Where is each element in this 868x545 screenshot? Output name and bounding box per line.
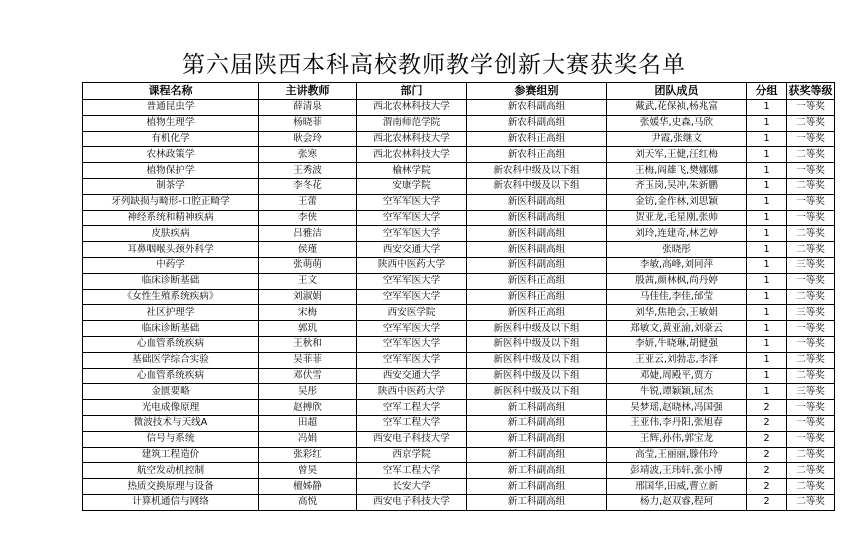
course-name-cell: 有机化学	[83, 131, 259, 147]
lecturer-cell: 张萌萌	[259, 257, 357, 273]
department-cell: 西安电子科技大学	[357, 494, 467, 510]
category-cell: 新医科副高组	[467, 226, 607, 242]
group-cell: 1	[747, 147, 787, 163]
lecturer-cell: 吴彤	[259, 384, 357, 400]
course-name-cell: 光电成像原理	[83, 400, 259, 416]
group-cell: 1	[747, 273, 787, 289]
team-members-cell: 刘玲,连建奇,林艺婷	[607, 226, 747, 242]
group-cell: 1	[747, 100, 787, 116]
award-level-cell: 二等奖	[787, 242, 835, 258]
category-header: 参赛组别	[467, 83, 607, 100]
group-cell: 1	[747, 368, 787, 384]
group-cell: 2	[747, 447, 787, 463]
award-level-cell: 二等奖	[787, 352, 835, 368]
course-name-cell: 热质交换原理与设备	[83, 479, 259, 495]
course-name-cell: 耳鼻咽喉头颈外科学	[83, 242, 259, 258]
group-cell: 2	[747, 415, 787, 431]
course-name-cell: 建筑工程造价	[83, 447, 259, 463]
award-level-cell: 二等奖	[787, 479, 835, 495]
department-cell: 西安医学院	[357, 305, 467, 321]
department-cell: 空军军医大学	[357, 226, 467, 242]
team-members-cell: 贺亚龙,毛星刚,张帅	[607, 210, 747, 226]
team-members-cell: 郑敏文,黄亚渝,刘豪云	[607, 321, 747, 337]
course-name-cell: 农林政策学	[83, 147, 259, 163]
award-level-cell: 二等奖	[787, 447, 835, 463]
table-row	[83, 479, 835, 495]
group-cell: 1	[747, 178, 787, 194]
department-cell: 陕西中医药大学	[357, 257, 467, 273]
category-cell: 新工科副高组	[467, 494, 607, 510]
table-row	[83, 115, 835, 131]
table-row	[83, 415, 835, 431]
table-row	[83, 163, 835, 179]
team-members-cell: 张晓彤	[607, 242, 747, 258]
category-cell: 新医科正高组	[467, 273, 607, 289]
lecturer-cell: 郭玑	[259, 321, 357, 337]
department-cell: 空军军医大学	[357, 352, 467, 368]
department-cell: 空军军医大学	[357, 336, 467, 352]
course-name-cell: 心血管系统疾病	[83, 368, 259, 384]
course-name-cell: 基础医学综合实验	[83, 352, 259, 368]
course-name-cell: 金匮要略	[83, 384, 259, 400]
table-row	[83, 321, 835, 337]
category-cell: 新农科正高组	[467, 131, 607, 147]
group-cell: 1	[747, 305, 787, 321]
lecturer-cell: 曾昊	[259, 463, 357, 479]
group-cell: 1	[747, 163, 787, 179]
award-level-cell: 一等奖	[787, 210, 835, 226]
team-members-cell: 王辉,孙伟,郭宝龙	[607, 431, 747, 447]
team-members-cell: 彭靖波,王玮轩,张小博	[607, 463, 747, 479]
lecturer-cell: 侯瑾	[259, 242, 357, 258]
course-name-cell: 植物生理学	[83, 115, 259, 131]
award-level-cell: 一等奖	[787, 131, 835, 147]
group-cell: 1	[747, 210, 787, 226]
lecturer-cell: 田超	[259, 415, 357, 431]
course-name-cell: 中药学	[83, 257, 259, 273]
table-row	[83, 194, 835, 210]
course-name-cell: 临床诊断基础	[83, 321, 259, 337]
team-members-cell: 张媛华,史森,马欣	[607, 115, 747, 131]
group-header: 分组	[747, 83, 787, 100]
department-cell: 空军军医大学	[357, 210, 467, 226]
award-level-cell: 二等奖	[787, 147, 835, 163]
lecturer-cell: 耿会玲	[259, 131, 357, 147]
lecturer-header: 主讲教师	[259, 83, 357, 100]
group-cell: 1	[747, 257, 787, 273]
course-name-cell: 计算机通信与网络	[83, 494, 259, 510]
lecturer-cell: 薛清泉	[259, 100, 357, 116]
group-cell: 1	[747, 384, 787, 400]
course-name-cell: 临床诊断基础	[83, 273, 259, 289]
table-row	[83, 242, 835, 258]
award-level-cell: 一等奖	[787, 336, 835, 352]
category-cell: 新医科中级及以下组	[467, 368, 607, 384]
group-cell: 2	[747, 494, 787, 510]
team-members-cell: 殷茜,颜林枫,尚丹婷	[607, 273, 747, 289]
award-level-cell: 一等奖	[787, 194, 835, 210]
group-cell: 1	[747, 336, 787, 352]
team-members-cell: 牛锐,谭颖颖,屈杰	[607, 384, 747, 400]
group-cell: 1	[747, 131, 787, 147]
category-cell: 新医科正高组	[467, 289, 607, 305]
course-name-cell: 微波技术与天线A	[83, 415, 259, 431]
group-cell: 1	[747, 352, 787, 368]
category-cell: 新农科中级及以下组	[467, 163, 607, 179]
department-cell: 西安交通大学	[357, 242, 467, 258]
category-cell: 新医科副高组	[467, 242, 607, 258]
lecturer-cell: 张彩红	[259, 447, 357, 463]
category-cell: 新医科正高组	[467, 305, 607, 321]
department-cell: 安康学院	[357, 178, 467, 194]
course-name-cell: 植物保护学	[83, 163, 259, 179]
lecturer-cell: 吕雅洁	[259, 226, 357, 242]
group-cell: 2	[747, 400, 787, 416]
department-cell: 西京学院	[357, 447, 467, 463]
award-level-cell: 二等奖	[787, 368, 835, 384]
lecturer-cell: 檀姊静	[259, 479, 357, 495]
award-level-cell: 三等奖	[787, 257, 835, 273]
table-row	[83, 384, 835, 400]
category-cell: 新农科副高组	[467, 115, 607, 131]
lecturer-cell: 吴菲菲	[259, 352, 357, 368]
lecturer-cell: 李冬花	[259, 178, 357, 194]
award-level-cell: 二等奖	[787, 115, 835, 131]
department-cell: 空军军医大学	[357, 289, 467, 305]
department-cell: 空军工程大学	[357, 400, 467, 416]
department-header: 部门	[357, 83, 467, 100]
category-cell: 新工科副高组	[467, 447, 607, 463]
team-members-cell: 邓婕,周殿平,贾方	[607, 368, 747, 384]
table-row	[83, 368, 835, 384]
course-name-cell: 信号与系统	[83, 431, 259, 447]
table-row	[83, 336, 835, 352]
team-members-cell: 金钫,金作林,刘思颖	[607, 194, 747, 210]
department-cell: 长安大学	[357, 479, 467, 495]
group-cell: 1	[747, 115, 787, 131]
lecturer-cell: 王秋和	[259, 336, 357, 352]
category-cell: 新工科副高组	[467, 479, 607, 495]
award-level-cell: 二等奖	[787, 463, 835, 479]
lecturer-cell: 赵搏欣	[259, 400, 357, 416]
award-level-cell: 一等奖	[787, 400, 835, 416]
table-row	[83, 257, 835, 273]
table-row	[83, 100, 835, 116]
team-members-cell: 王亚伟,李丹阳,张旭春	[607, 415, 747, 431]
table-body	[83, 100, 835, 511]
team-members-cell: 杨力,赵双睿,程珂	[607, 494, 747, 510]
category-cell: 新农科正高组	[467, 147, 607, 163]
group-cell: 1	[747, 194, 787, 210]
table-row	[83, 494, 835, 510]
department-cell: 西北农林科技大学	[357, 131, 467, 147]
lecturer-cell: 张寒	[259, 147, 357, 163]
lecturer-cell: 王秀波	[259, 163, 357, 179]
award-level-cell: 一等奖	[787, 100, 835, 116]
lecturer-cell: 邓伏雪	[259, 368, 357, 384]
table-row	[83, 210, 835, 226]
lecturer-cell: 高悦	[259, 494, 357, 510]
team-members-cell: 李敏,高峰,刘同萍	[607, 257, 747, 273]
group-cell: 2	[747, 431, 787, 447]
table-row	[83, 447, 835, 463]
table-row	[83, 431, 835, 447]
course-name-cell: 神经系统和精神疾病	[83, 210, 259, 226]
table-header-row	[83, 83, 835, 100]
department-cell: 空军军医大学	[357, 321, 467, 337]
award-level-cell: 三等奖	[787, 305, 835, 321]
department-cell: 陕西中医药大学	[357, 384, 467, 400]
table-row	[83, 305, 835, 321]
table-row	[83, 131, 835, 147]
department-cell: 榆林学院	[357, 163, 467, 179]
team-members-cell: 尹霞,张继文	[607, 131, 747, 147]
award-level-cell: 一等奖	[787, 431, 835, 447]
category-cell: 新工科副高组	[467, 431, 607, 447]
department-cell: 渭南师范学院	[357, 115, 467, 131]
award-level-cell: 一等奖	[787, 415, 835, 431]
department-cell: 空军军医大学	[357, 273, 467, 289]
lecturer-cell: 冯娟	[259, 431, 357, 447]
course-name-cell: 制茶学	[83, 178, 259, 194]
course-name-cell: 心血管系统疾病	[83, 336, 259, 352]
group-cell: 1	[747, 226, 787, 242]
lecturer-cell: 杨晓菲	[259, 115, 357, 131]
department-cell: 西北农林科技大学	[357, 147, 467, 163]
award-level-cell: 二等奖	[787, 226, 835, 242]
team-members-cell: 王亚云,刘勃志,李泽	[607, 352, 747, 368]
table-row	[83, 352, 835, 368]
group-cell: 1	[747, 321, 787, 337]
department-cell: 空军工程大学	[357, 415, 467, 431]
team-members-cell: 马佳佳,李佳,邰莹	[607, 289, 747, 305]
category-cell: 新农科中级及以下组	[467, 178, 607, 194]
award-level-cell: 一等奖	[787, 321, 835, 337]
team-members-cell: 吴梦瑶,赵晓林,冯国强	[607, 400, 747, 416]
department-cell: 空军工程大学	[357, 463, 467, 479]
course-name-header: 课程名称	[83, 83, 259, 100]
award-level-cell: 三等奖	[787, 384, 835, 400]
category-cell: 新医科副高组	[467, 257, 607, 273]
category-cell: 新工科副高组	[467, 415, 607, 431]
category-cell: 新医科副高组	[467, 194, 607, 210]
lecturer-cell: 王文	[259, 273, 357, 289]
team-members-cell: 李妍,牛晓琳,胡健强	[607, 336, 747, 352]
table-row	[83, 147, 835, 163]
department-cell: 西北农林科技大学	[357, 100, 467, 116]
course-name-cell: 《女性生殖系统疾病》	[83, 289, 259, 305]
category-cell: 新工科副高组	[467, 400, 607, 416]
course-name-cell: 社区护理学	[83, 305, 259, 321]
team-members-cell: 戴武,花保祯,杨兆富	[607, 100, 747, 116]
team-members-cell: 刘华,焦艳会,王敏娟	[607, 305, 747, 321]
team-members-cell: 邢国华,田威,曹立新	[607, 479, 747, 495]
table-row	[83, 226, 835, 242]
award-level-cell: 二等奖	[787, 494, 835, 510]
table-row	[83, 178, 835, 194]
table-row	[83, 400, 835, 416]
group-cell: 2	[747, 479, 787, 495]
department-cell: 西安交通大学	[357, 368, 467, 384]
category-cell: 新农科副高组	[467, 100, 607, 116]
award-level-cell: 一等奖	[787, 163, 835, 179]
award-level-cell: 二等奖	[787, 289, 835, 305]
course-name-cell: 牙列缺损与畸形-口腔正畸学	[83, 194, 259, 210]
lecturer-cell: 王蕾	[259, 194, 357, 210]
award-level-cell: 一等奖	[787, 273, 835, 289]
department-cell: 空军军医大学	[357, 194, 467, 210]
group-cell: 1	[747, 242, 787, 258]
team-members-cell: 齐玉岗,吴冲,朱新鹏	[607, 178, 747, 194]
category-cell: 新医科中级及以下组	[467, 384, 607, 400]
category-cell: 新工科副高组	[467, 463, 607, 479]
team-members-cell: 刘天军,王健,汪红梅	[607, 147, 747, 163]
award-list-table	[82, 82, 835, 511]
team-members-cell: 王梅,阎雄飞,樊娜娜	[607, 163, 747, 179]
course-name-cell: 皮肤疾病	[83, 226, 259, 242]
table-row	[83, 273, 835, 289]
lecturer-cell: 李侠	[259, 210, 357, 226]
team-members-cell: 高莹,王丽丽,滕伟玲	[607, 447, 747, 463]
team-members-header: 团队成员	[607, 83, 747, 100]
category-cell: 新医科中级及以下组	[467, 352, 607, 368]
category-cell: 新医科副高组	[467, 210, 607, 226]
award-level-cell: 二等奖	[787, 178, 835, 194]
department-cell: 西安电子科技大学	[357, 431, 467, 447]
group-cell: 2	[747, 463, 787, 479]
group-cell: 1	[747, 289, 787, 305]
course-name-cell: 航空发动机控制	[83, 463, 259, 479]
table-row	[83, 289, 835, 305]
course-name-cell: 普通昆虫学	[83, 100, 259, 116]
award-level-header: 获奖等级	[787, 83, 835, 100]
category-cell: 新医科中级及以下组	[467, 336, 607, 352]
page-title: 第六届陕西本科高校教师教学创新大赛获奖名单	[182, 52, 686, 78]
lecturer-cell: 宋梅	[259, 305, 357, 321]
lecturer-cell: 刘淑娟	[259, 289, 357, 305]
category-cell: 新医科中级及以下组	[467, 321, 607, 337]
table-row	[83, 463, 835, 479]
